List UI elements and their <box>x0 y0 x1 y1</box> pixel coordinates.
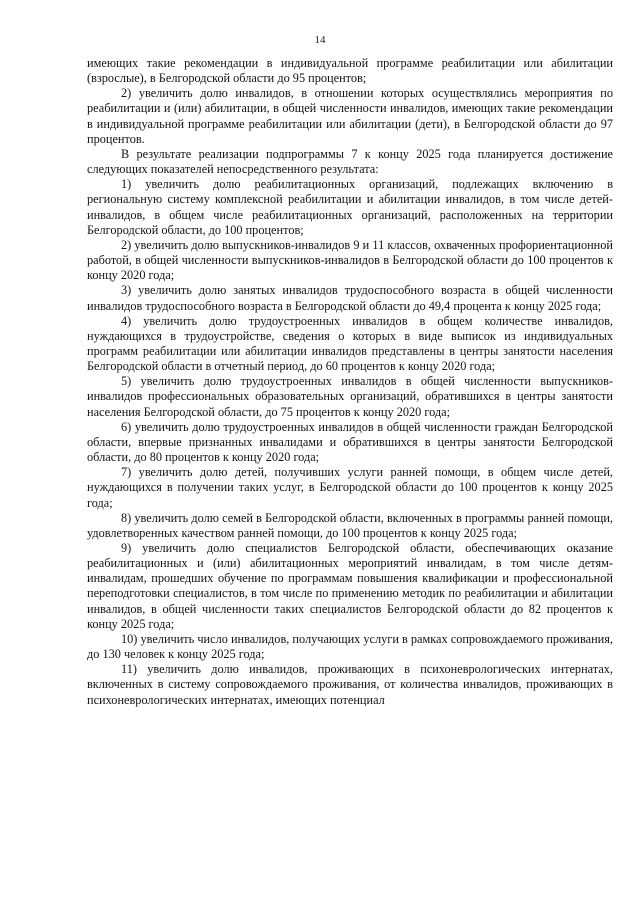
paragraph-item-2: 2) увеличить долю выпускников-инвалидов 9 и 11 классов, охваченных профориентационной работой, в общей численности выпускников-инвалидов в Белгородской области до 100 процентов к концу 2020 года; <box>87 237 613 283</box>
paragraph-item-8: 8) увеличить долю семей в Белгородской области, включенных в программы ранней помощи, удовлетворенных качеством ранней помощи, до 100 процентов к концу 2025 года; <box>87 510 613 540</box>
paragraph-item-5: 5) увеличить долю трудоустроенных инвалидов в общей численности выпускников-инвалидов профессиональных образовательных организаций, обратившихся в центры занятости населения Белгородской области, до 75 процентов к концу 2020 года; <box>87 374 613 419</box>
paragraph-item-6: 6) увеличить долю трудоустроенных инвалидов в общей численности граждан Белгородской области, впервые признанных инвалидами и обратившихся в центры занятости Белгородской области, до 80 процентов к концу 2020 года; <box>87 419 613 465</box>
document-body <box>87 56 613 708</box>
paragraph-item-9: 9) увеличить долю специалистов Белгородской области, обеспечивающих оказание реабилитационных и (или) абилитационных мероприятий инвалидам, в том числе детям-инвалидам, прошедших обучение по программам повышения квалификации и профессиональной переподготовки специалистов, в том числе по применению методик по реабилитации и абилитации инвалидов, в общей численности таких специалистов Белгородской области до 82 процентов к концу 2025 года; <box>87 541 613 631</box>
paragraph-item-3: 3) увеличить долю занятых инвалидов трудоспособного возраста в общей численности инвалидов трудоспособного возраста в Белгородской области до 49,4 процента к концу 2025 года; <box>87 283 613 313</box>
paragraph-item-4: 4) увеличить долю трудоустроенных инвалидов в общем количестве инвалидов, нуждающихся в трудоустройстве, сведения о которых в виде выписок из индивидуальных программ реабилитации или абилитации инвалидов представлены в центры занятости населения Белгородской области в отчетный период, до 60 процентов к концу 2020 года; <box>87 313 613 374</box>
paragraph-item-11: 11) увеличить долю инвалидов, проживающих в психоневрологических интернатах, включенных в систему сопровождаемого проживания, от количества инвалидов, проживающих в психоневрологических интернатах, имеющих потенциал <box>87 662 613 707</box>
paragraph-item-1: 1) увеличить долю реабилитационных организаций, подлежащих включению в региональную систему комплексной реабилитации и абилитации инвалидов, в том числе детей-инвалидов, в общем числе реабилитационных организаций, расположенных на территории Белгородской области, до 100 процентов; <box>87 177 613 237</box>
page-number: 14 <box>314 34 326 46</box>
paragraph-item-10: 10) увеличить число инвалидов, получающих услуги в рамках сопровождаемого проживания, до 130 человек к концу 2025 года; <box>87 631 613 662</box>
paragraph-item-2-children: 2) увеличить долю инвалидов, в отношении которых осуществлялись мероприятия по реабилитации и (или) абилитации, в общей численности инвалидов, имеющих такие рекомендации в индивидуальной программе реабилитации или абилитации (дети), в Белгородской области до 97 процентов. <box>87 86 613 146</box>
paragraph-continuation: имеющих такие рекомендации в индивидуальной программе реабилитации или абилитации (взрослые), в Белгородской области до 95 процентов; <box>87 56 613 86</box>
paragraph-results-intro: В результате реализации подпрограммы 7 к концу 2025 года планируется достижение следующих показателей непосредственного результата: <box>87 146 613 177</box>
paragraph-item-7: 7) увеличить долю детей, получивших услуги ранней помощи, в общем числе детей, нуждающихся в получении таких услуг, в Белгородской области до 100 процентов к концу 2025 года; <box>87 465 613 510</box>
